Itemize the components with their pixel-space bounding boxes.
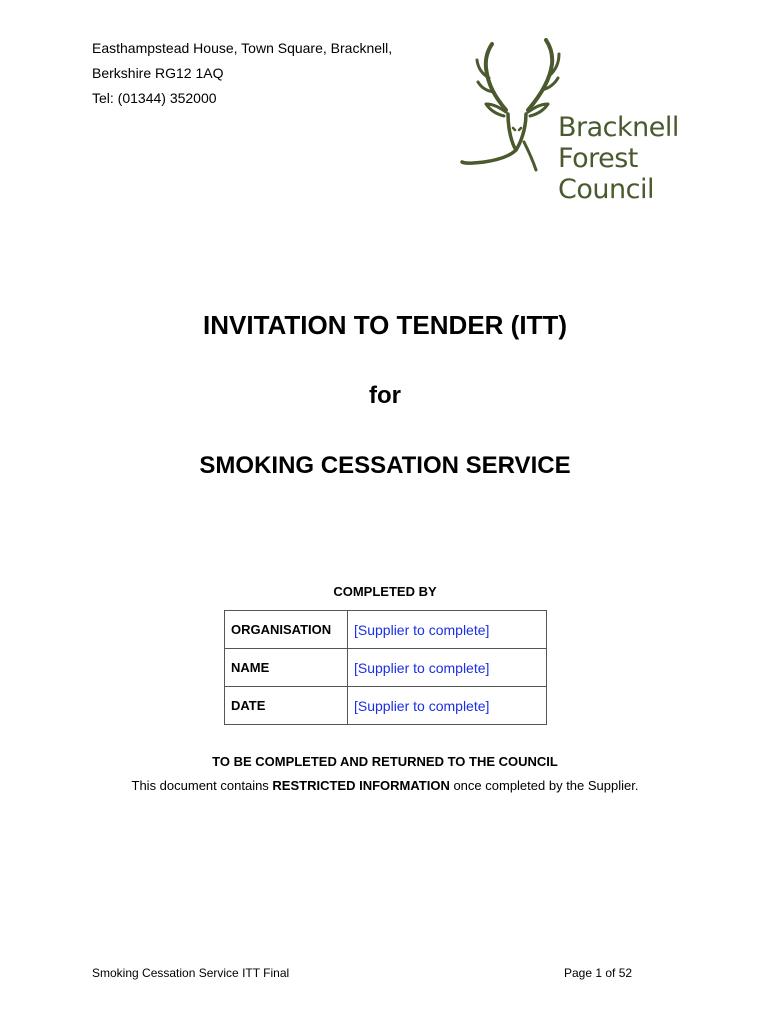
service-title: SMOKING CESSATION SERVICE <box>199 452 571 479</box>
table-row <box>225 687 547 725</box>
restricted-notice-end: once completed by the Supplier. <box>449 778 639 793</box>
footer-document-name: Smoking Cessation Service ITT Final <box>92 966 290 980</box>
restricted-notice <box>0 778 770 793</box>
restricted-notice-start: This document contains <box>131 778 273 793</box>
date-field[interactable]: [Supplier to complete] <box>348 687 547 725</box>
table-row <box>225 649 547 687</box>
document-title: INVITATION TO TENDER (ITT) <box>203 310 567 340</box>
council-logo <box>458 38 688 213</box>
date-label: DATE <box>225 687 348 725</box>
table-row <box>225 611 547 649</box>
stag-head-icon <box>458 38 568 173</box>
restricted-information-text: RESTRICTED INFORMATION <box>272 778 450 793</box>
logo-line-forest: Forest <box>558 143 638 174</box>
organisation-label: ORGANISATION <box>225 611 348 649</box>
footer-page-number: Page 1 of 52 <box>564 966 633 980</box>
return-instruction: TO BE COMPLETED AND RETURNED TO THE COUNCIL <box>212 754 558 769</box>
name-label: NAME <box>225 649 348 687</box>
address-line-1: Easthampstead House, Town Square, Bracknell, <box>92 40 393 56</box>
title-for: for <box>369 382 401 409</box>
name-field[interactable]: [Supplier to complete] <box>348 649 547 687</box>
logo-line-bracknell: Bracknell <box>558 112 679 143</box>
organisation-field[interactable]: [Supplier to complete] <box>348 611 547 649</box>
completed-by-heading: COMPLETED BY <box>333 584 437 599</box>
logo-line-council: Council <box>558 174 654 205</box>
council-address <box>92 36 392 111</box>
address-telephone: Tel: (01344) 352000 <box>92 90 217 106</box>
completed-by-table <box>224 610 547 725</box>
logo-wordmark <box>558 112 679 205</box>
address-line-2: Berkshire RG12 1AQ <box>92 65 224 81</box>
